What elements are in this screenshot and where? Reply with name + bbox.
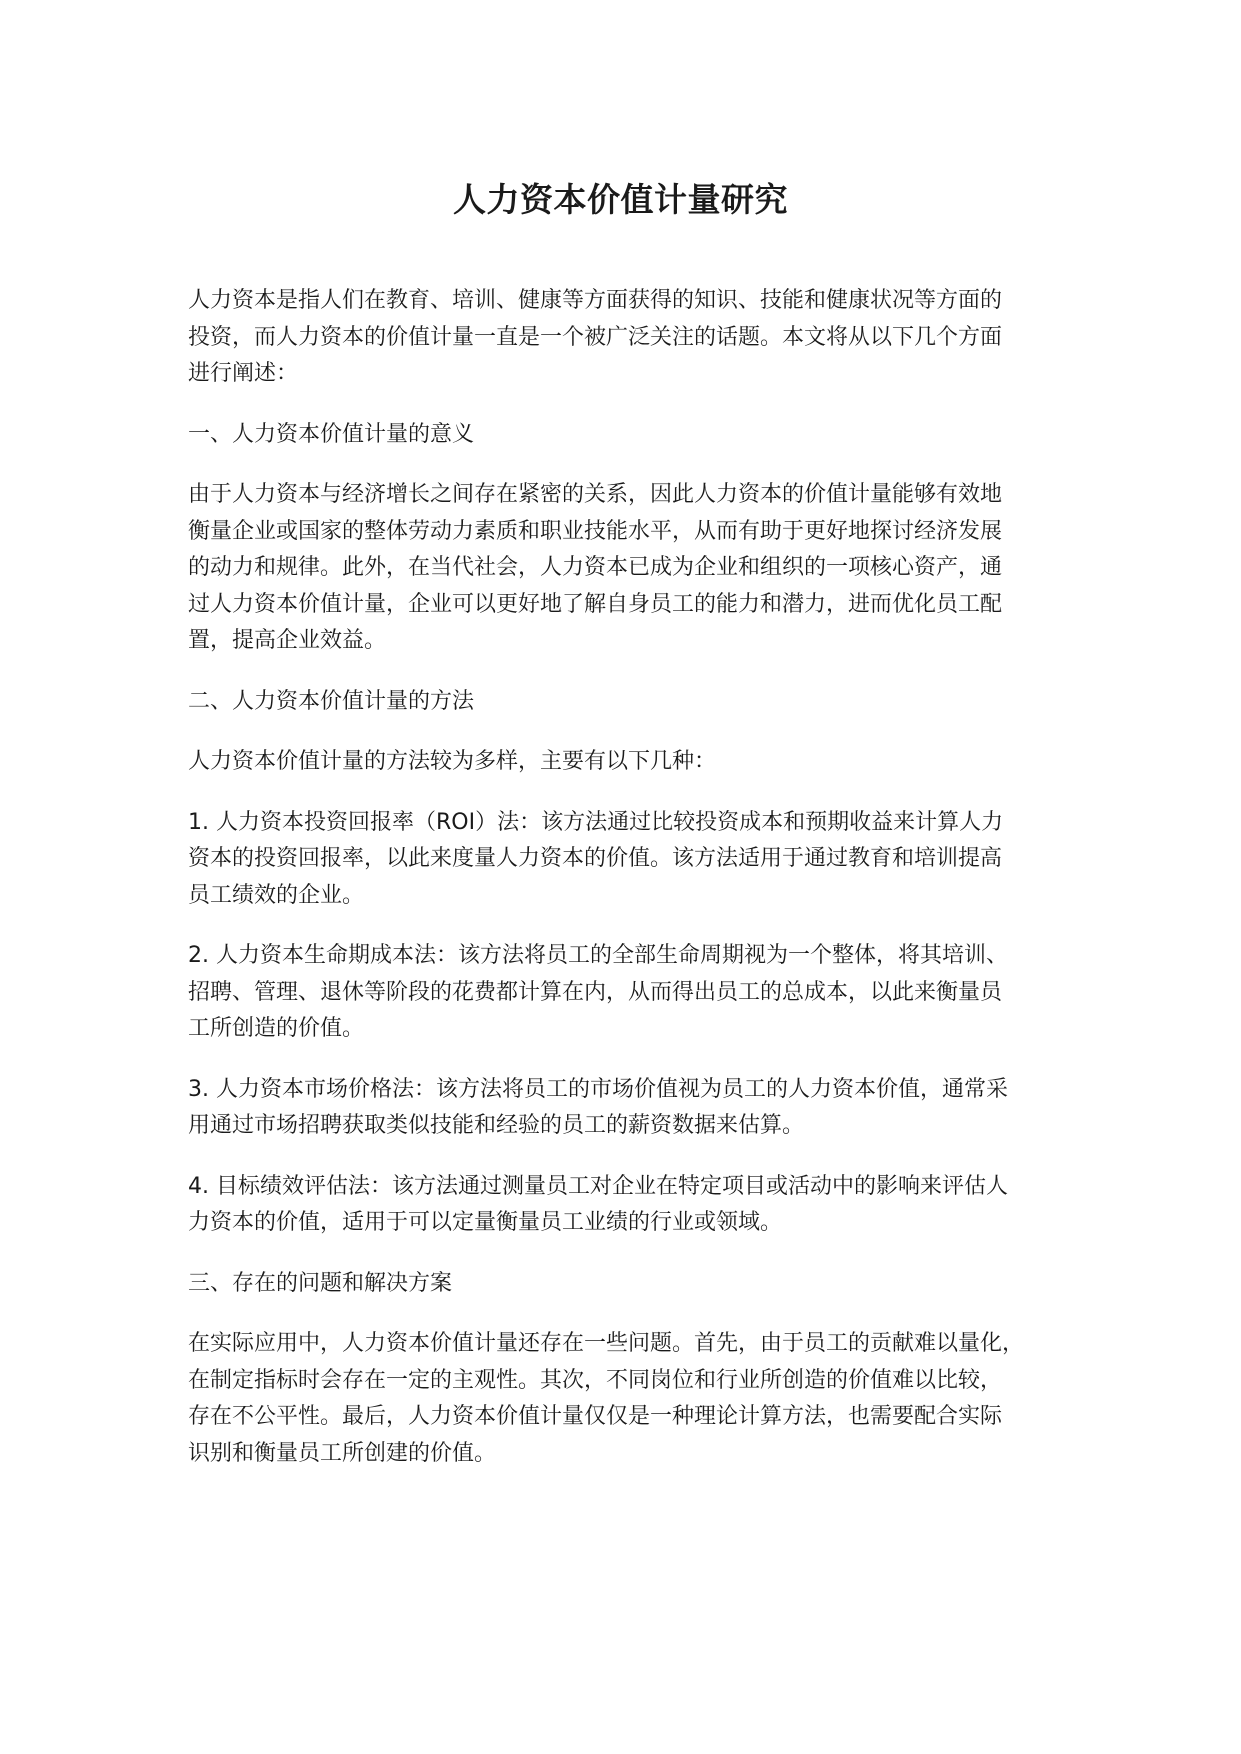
method-1-paragraph <box>188 805 1078 915</box>
text-line: 在制定指标时会存在一定的主观性。其次，不同岗位和行业所创造的价值难以比较， <box>188 1367 1003 1393</box>
text-line: 招聘、管理、退休等阶段的花费都计算在内，从而得出员工的总成本，以此来衡量员 <box>188 979 1003 1005</box>
text-line: 在实际应用中，人力资本价值计量还存在一些问题。首先，由于员工的贡献难以量化， <box>188 1331 1025 1356</box>
text-line: 资本的投资回报率，以此来度量人力资本的价值。该方法适用于通过教育和培训提高 <box>188 846 1003 871</box>
text-line: 2. 人力资本生命期成本法：该方法将员工的全部生命周期视为一个整体，将其培训、 <box>188 943 1008 968</box>
intro-paragraph <box>188 283 1078 393</box>
section-heading-3 <box>188 1266 1078 1303</box>
document-body <box>188 283 1078 1496</box>
text-line: 人力资本是指人们在教育、培训、健康等方面获得的知识、技能和健康状况等方面的 <box>188 288 1003 313</box>
text-line: 进行阐述： <box>188 361 299 386</box>
document-title: 人力资本价值计量研究 <box>453 180 788 219</box>
text-line: 衡量企业或国家的整体劳动力素质和职业技能水平，从而有助于更好地探讨经济发展 <box>188 518 1003 544</box>
heading-line: 三、存在的问题和解决方案 <box>188 1270 453 1296</box>
text-line: 过人力资本价值计量，企业可以更好地了解自身员工的能力和潜力，进而优化员工配 <box>188 591 1003 617</box>
text-line: 员工绩效的企业。 <box>188 882 365 908</box>
text-line: 由于人力资本与经济增长之间存在紧密的关系，因此人力资本的价值计量能够有效地 <box>188 482 1003 507</box>
text-line: 4. 目标绩效评估法：该方法通过测量员工对企业在特定项目或活动中的影响来评估人 <box>188 1173 1008 1199</box>
text-line: 的动力和规律。此外，在当代社会，人力资本已成为企业和组织的一项核心资产，通 <box>188 555 1003 580</box>
section-heading-1 <box>188 417 1078 454</box>
text-line: 识别和衡量员工所创建的价值。 <box>188 1440 497 1466</box>
section-heading-2 <box>188 684 1078 721</box>
problems-paragraph <box>188 1326 1078 1472</box>
method-4-paragraph <box>188 1169 1078 1242</box>
heading-line: 二、人力资本价值计量的方法 <box>188 688 475 714</box>
methods-intro-paragraph <box>188 744 1078 781</box>
text-line: 存在不公平性。最后，人力资本价值计量仅仅是一种理论计算方法，也需要配合实际 <box>188 1404 1003 1429</box>
text-line: 用通过市场招聘获取类似技能和经验的员工的薪资数据来估算。 <box>188 1113 805 1138</box>
method-3-paragraph <box>188 1072 1078 1145</box>
significance-paragraph <box>188 477 1078 660</box>
text-line: 力资本的价值，适用于可以定量衡量员工业绩的行业或领域。 <box>188 1210 783 1235</box>
text-line: 投资，而人力资本的价值计量一直是一个被广泛关注的话题。本文将从以下几个方面 <box>188 324 1003 350</box>
text-line: 3. 人力资本市场价格法：该方法将员工的市场价值视为员工的人力资本价值，通常采 <box>188 1076 1008 1102</box>
heading-line: 一、人力资本价值计量的意义 <box>188 421 475 447</box>
text-line: 1. 人力资本投资回报率（ROI）法：该方法通过比较投资成本和预期收益来计算人力 <box>188 809 1004 835</box>
text-line: 置，提高企业效益。 <box>188 628 387 653</box>
text-line: 工所创造的价值。 <box>188 1016 365 1041</box>
method-2-paragraph <box>188 938 1078 1048</box>
text-line: 人力资本价值计量的方法较为多样，主要有以下几种： <box>188 749 717 774</box>
